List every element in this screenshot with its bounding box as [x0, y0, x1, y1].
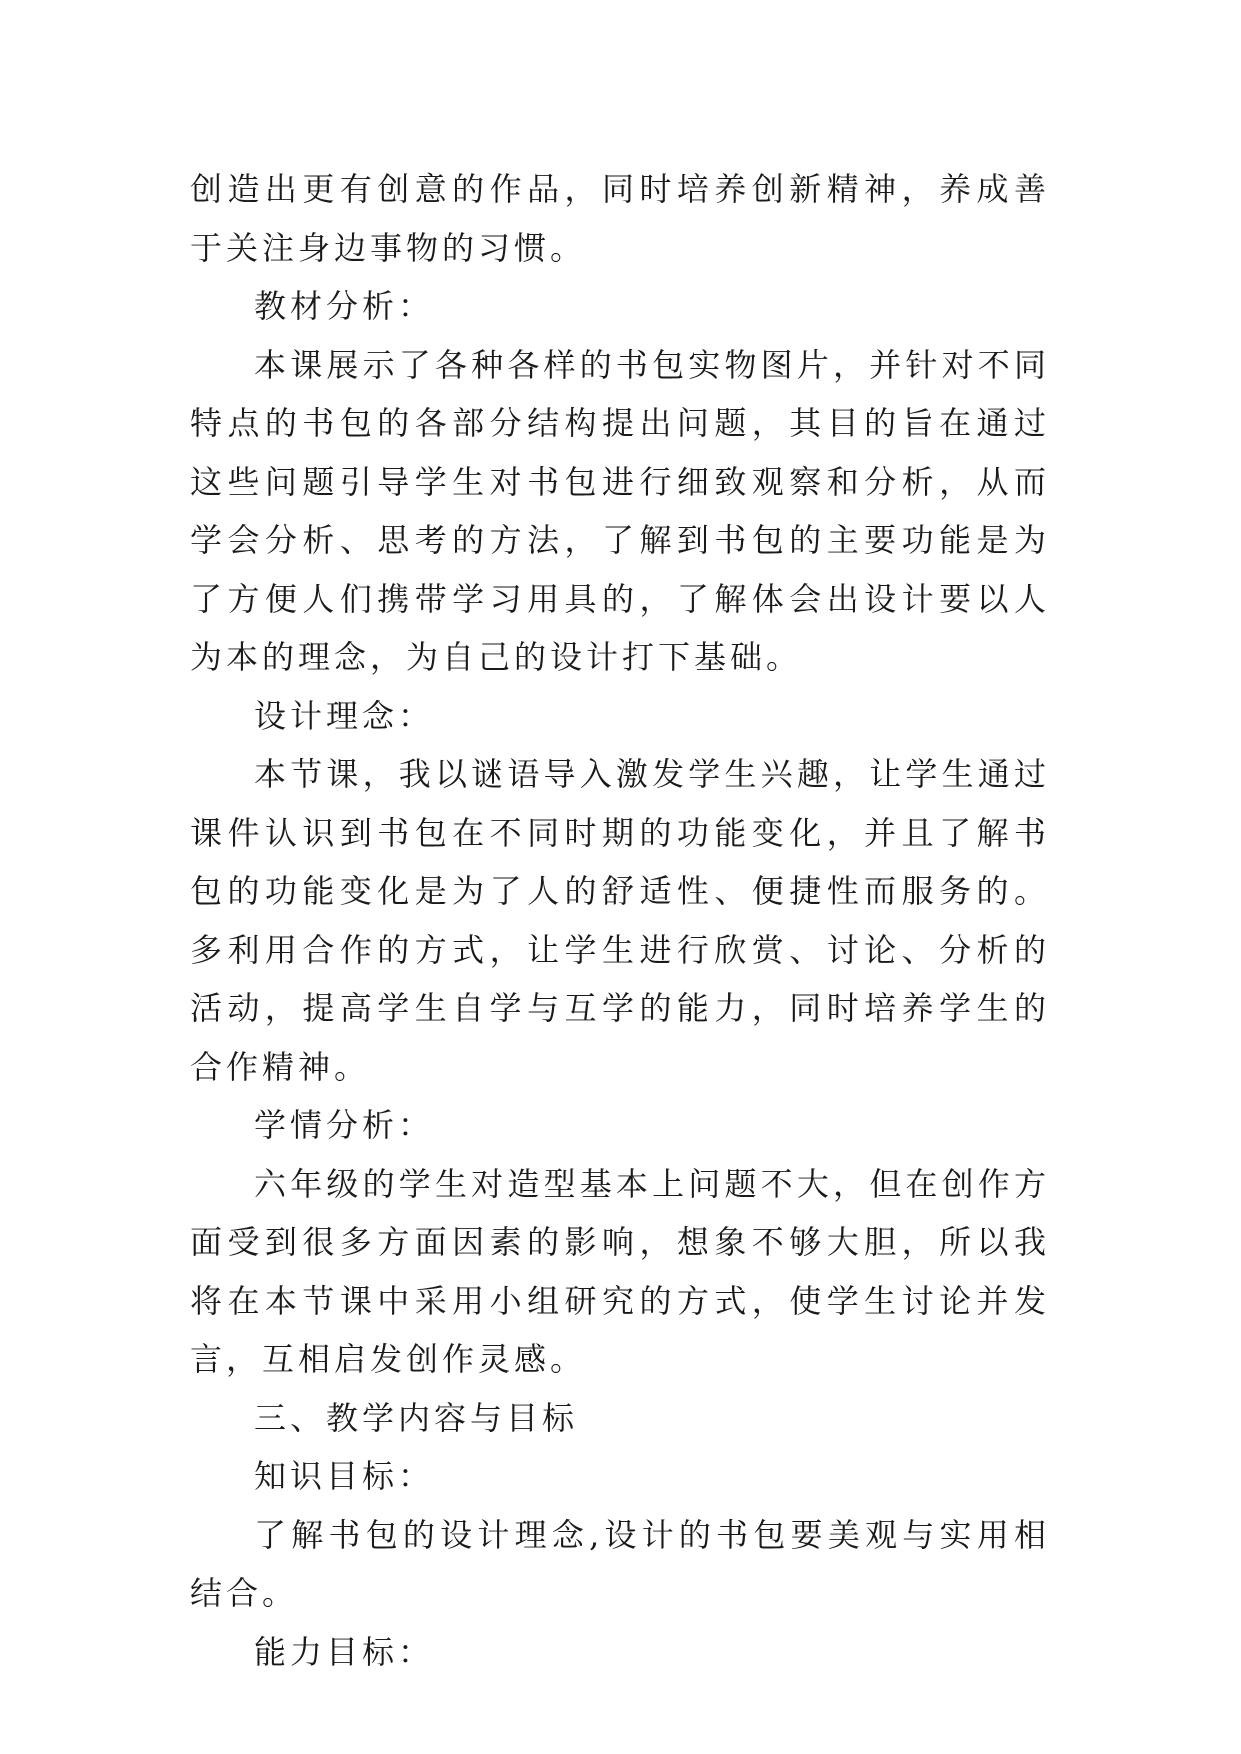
- heading-design-concept: 设计理念：: [254, 696, 435, 735]
- heading-textbook-analysis: 教材分析：: [254, 287, 435, 325]
- heading-knowledge-goal: 知识目标：: [254, 1457, 435, 1495]
- heading-teaching-content-goals: 三、教学内容与目标: [254, 1398, 579, 1437]
- heading-learner-analysis: 学情分析：: [254, 1106, 435, 1144]
- paragraph-knowledge-goal: 了解书包的设计理念,设计的书包要美观与实用相结合。: [190, 1515, 1050, 1612]
- document-body: [190, 160, 1050, 1681]
- heading-ability-goal: 能力目标：: [254, 1632, 435, 1671]
- paragraph-design-concept: 本节课，我以谜语导入激发学生兴趣，让学生通过课件认识到书包在不同时期的功能变化，并且了解书包的功能变化是为了人的舒适性、便捷性而服务的。多利用合作的方式，让学生进行欣赏、讨论、分析的活动，提高学生自学与互学的能力，同时培养学生的合作精神。: [190, 755, 1050, 1086]
- paragraph-continuation: 创造出更有创意的作品，同时培养创新精神，养成善于关注身边事物的习惯。: [190, 170, 1050, 267]
- paragraph-learner-analysis: 六年级的学生对造型基本上问题不大，但在创作方面受到很多方面因素的影响，想象不够大胆，所以我将在本节课中采用小组研究的方式，使学生讨论并发言，互相启发创作灵感。: [190, 1164, 1050, 1378]
- paragraph-textbook-analysis: 本课展示了各种各样的书包实物图片，并针对不同特点的书包的各部分结构提出问题，其目的旨在通过这些问题引导学生对书包进行细致观察和分析，从而学会分析、思考的方法，了解到书包的主要功能是为了方便人们携带学习用具的，了解体会出设计要以人为本的理念，为自己的设计打下基础。: [190, 345, 1050, 676]
